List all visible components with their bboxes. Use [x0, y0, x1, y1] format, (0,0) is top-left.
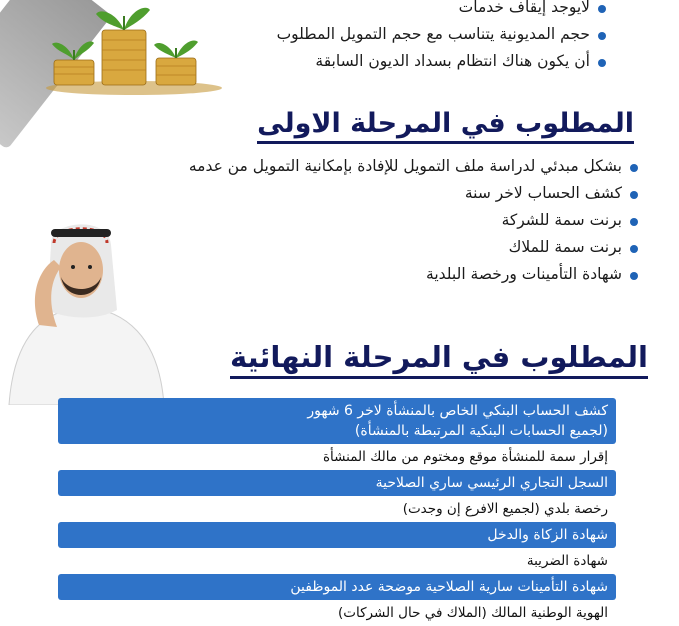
requirement-highlight-row: [59, 470, 617, 496]
requirement-row: [59, 447, 617, 467]
requirement-text: (لجميع الحسابات البنكية المرتبطة بالمنشأة): [355, 423, 609, 439]
stage1-heading: المطلوب في المرحلة الاولى: [258, 108, 635, 144]
list-item: كشف الحساب لاخر سنة: [190, 180, 639, 207]
requirement-highlight-row: [59, 398, 617, 444]
requirement-text: كشف الحساب البنكي الخاص بالمنشأة لاخر 6 شهور: [308, 403, 609, 419]
stage2-heading: المطلوب في المرحلة النهائية: [231, 340, 649, 379]
requirement-row: [59, 551, 617, 571]
requirement-highlight-row: [59, 522, 617, 548]
bullet-icon: [631, 245, 639, 253]
requirement-text: شهادة الضريبة: [527, 553, 609, 569]
top-bullet-list: [278, 0, 607, 75]
list-item: برنت سمة للشركة: [190, 207, 639, 234]
list-item: لايوجد إيقاف خدمات: [278, 0, 607, 21]
requirement-highlight-row: [59, 574, 617, 600]
bullet-icon: [631, 164, 639, 172]
requirement-text: شهادة التأمينات سارية الصلاحية موضحة عدد الموظفين: [291, 579, 609, 595]
bullet-icon: [631, 272, 639, 280]
bullet-icon: [599, 59, 607, 67]
heading-underline: [258, 141, 635, 144]
bullet-icon: [631, 191, 639, 199]
stage2-requirements: [59, 398, 617, 626]
list-item: شهادة التأمينات ورخصة البلدية: [190, 261, 639, 288]
heading-underline: [231, 376, 649, 379]
requirement-text: شهادة الزكاة والدخل: [488, 527, 609, 543]
list-item: برنت سمة للملاك: [190, 234, 639, 261]
list-item: أن يكون هناك انتظام بسداد الديون السابقة: [278, 48, 607, 75]
requirement-text: رخصة بلدي (لجميع الافرع إن وجدت): [403, 501, 609, 517]
bullet-icon: [631, 218, 639, 226]
bullet-icon: [599, 5, 607, 13]
coins-plant-illustration: [45, 0, 225, 95]
list-item: بشكل مبدئي لدراسة ملف التمويل للإفادة بإمكانية التمويل من عدمه: [190, 153, 639, 180]
stage1-list: [190, 153, 639, 288]
requirement-row: [59, 603, 617, 623]
list-item: حجم المديونية يتناسب مع حجم التمويل المطلوب: [278, 21, 607, 48]
requirement-text: السجل التجاري الرئيسي ساري الصلاحية: [376, 475, 609, 491]
requirement-text: إقرار سمة للمنشأة موقع ومختوم من مالك المنشأة: [323, 449, 609, 465]
requirement-text: الهوية الوطنية المالك (الملاك في حال الشركات): [338, 605, 609, 621]
bullet-icon: [599, 32, 607, 40]
thinking-man-illustration: [0, 215, 175, 405]
requirement-row: [59, 499, 617, 519]
